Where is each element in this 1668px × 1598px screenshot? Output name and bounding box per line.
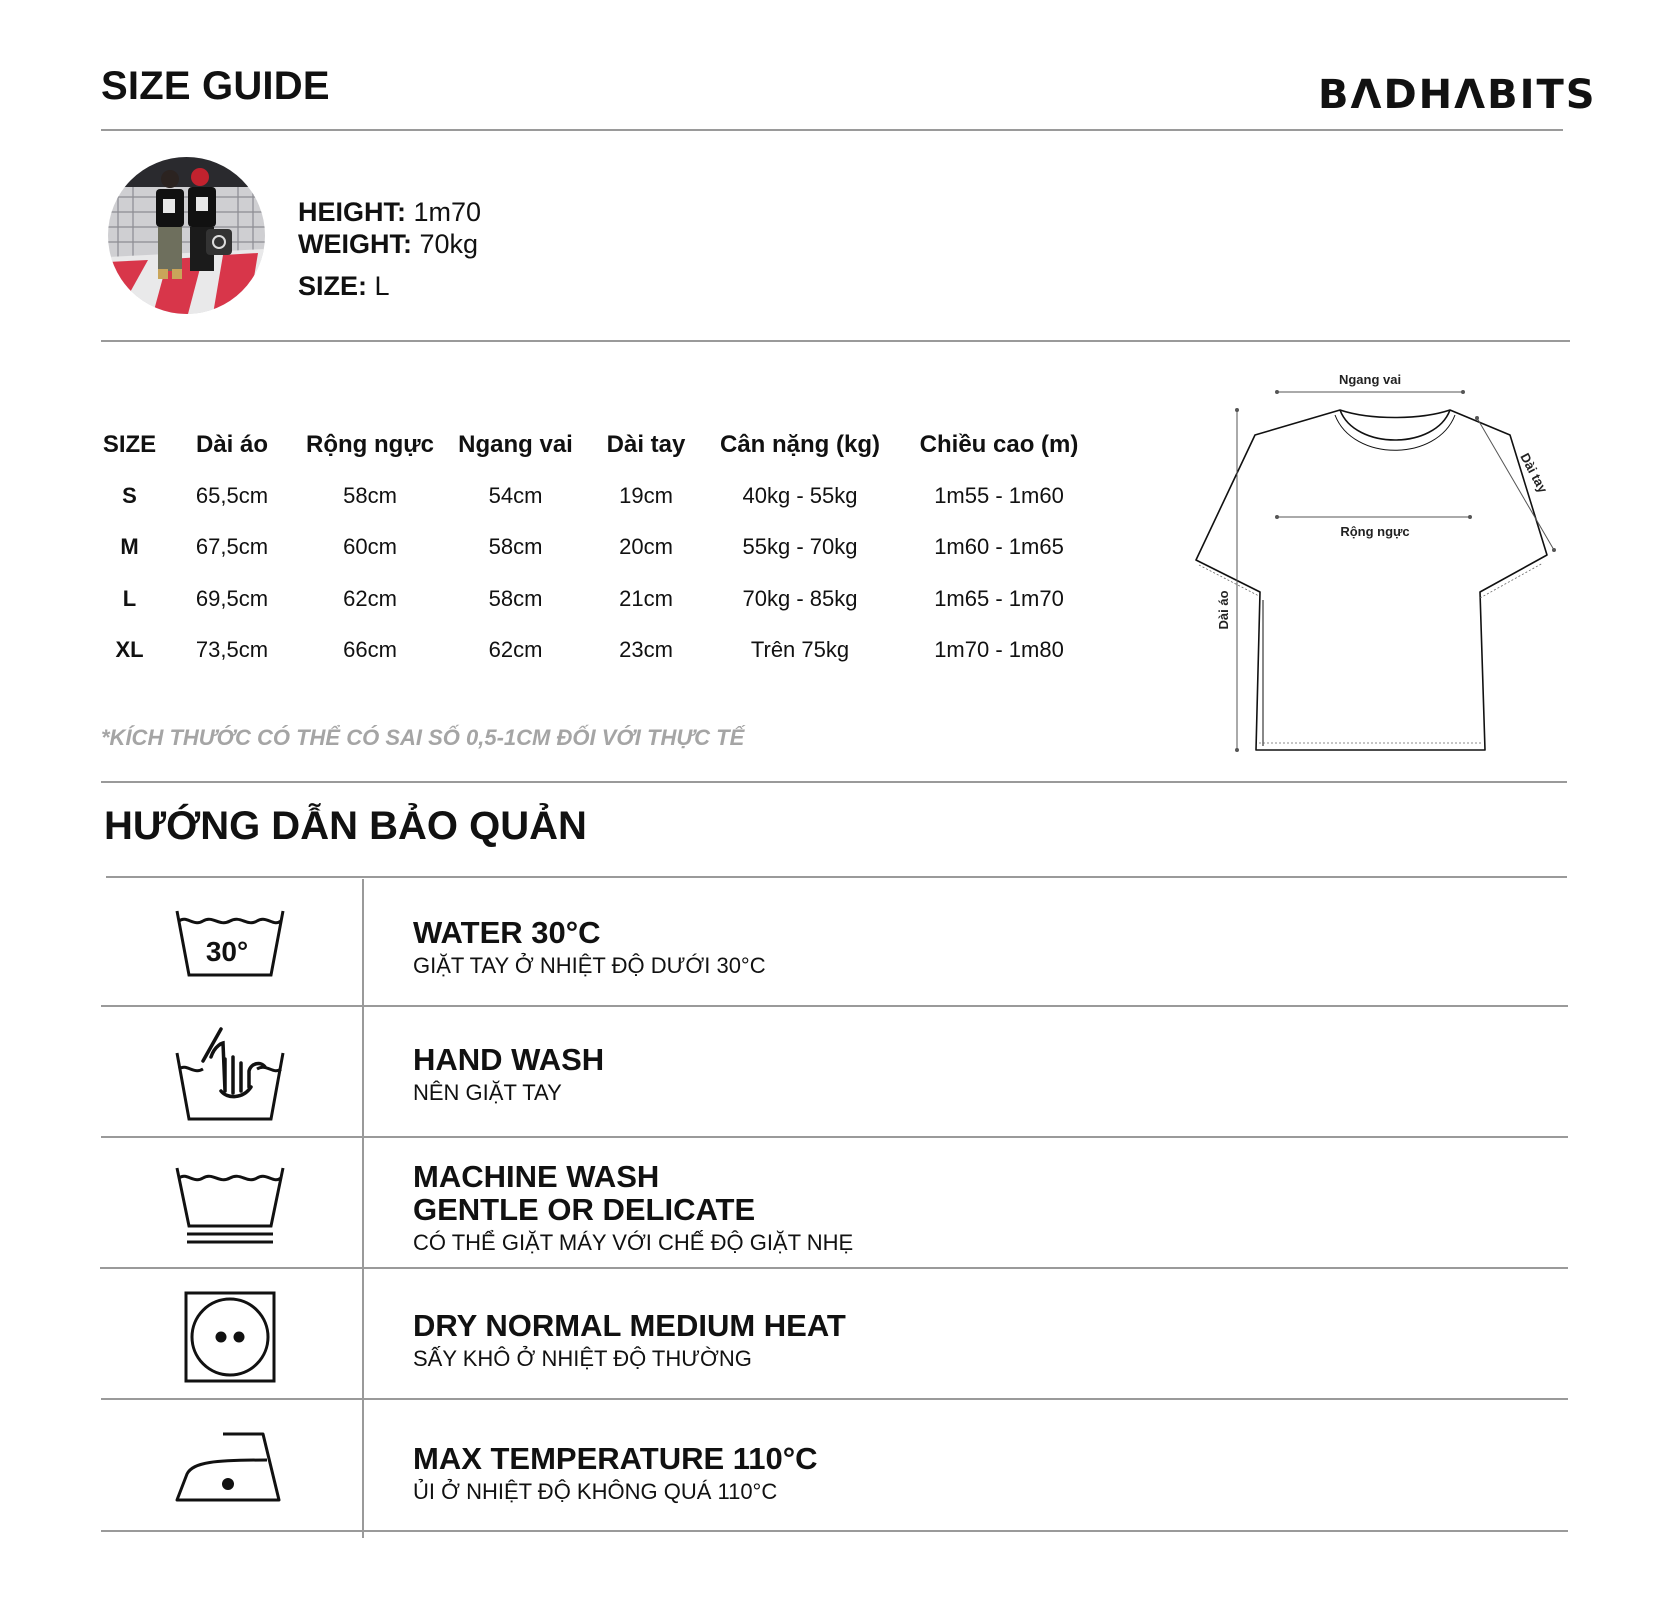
iron-low-icon	[155, 1402, 305, 1534]
care-item	[100, 1271, 1569, 1403]
care-item-subtitle: CÓ THỂ GIẶT MÁY VỚI CHẾ ĐỘ GIẶT NHẸ	[413, 1230, 854, 1255]
height-label: HEIGHT:	[298, 197, 406, 227]
table-cell: 1m65 - 1m70	[934, 585, 1064, 611]
care-item-subtitle: NÊN GIẶT TAY	[413, 1080, 562, 1105]
table-cell: 67,5cm	[195, 534, 269, 560]
size-label: SIZE:	[298, 271, 368, 301]
table-cell: 54cm	[488, 482, 543, 508]
model-photo	[108, 157, 265, 314]
table-cell: 70kg - 85kg	[742, 585, 858, 611]
machine-wash-gentle-icon	[155, 1140, 305, 1272]
care-item-title: MACHINE WASH	[413, 1159, 660, 1194]
size-value: L	[374, 271, 390, 301]
table-cell: M	[120, 534, 139, 560]
column-header: Chiều cao (m)	[919, 431, 1079, 458]
care-title: HƯỚNG DẪN BẢO QUẢN	[104, 804, 587, 848]
care-item	[100, 878, 1569, 1010]
table-row	[96, 470, 1098, 522]
wash-30-icon	[155, 878, 305, 1010]
table-cell: 1m70 - 1m80	[934, 637, 1064, 663]
care-item-subtitle: GIẶT TAY Ở NHIỆT ĐỘ DƯỚI 30°C	[413, 953, 766, 978]
column-header: Dài tay	[606, 431, 686, 458]
table-cell: 23cm	[619, 637, 673, 663]
column-header: Cân nặng (kg)	[720, 431, 880, 458]
care-item-title: WATER 30°C	[413, 915, 601, 950]
model-weight	[298, 228, 481, 260]
care-item-title: HAND WASH	[413, 1042, 605, 1077]
table-row	[96, 522, 1098, 574]
tumble-dry-medium-icon	[155, 1271, 305, 1403]
table-cell: 21cm	[619, 585, 673, 611]
divider	[101, 1136, 1568, 1138]
divider	[101, 340, 1570, 342]
wash-temp-text: 30°	[205, 936, 249, 967]
table-cell: 62cm	[343, 585, 397, 611]
table-cell: 55kg - 70kg	[742, 534, 858, 560]
size-table-header	[96, 420, 1098, 470]
table-cell: 66cm	[343, 637, 397, 663]
table-cell: 73,5cm	[195, 637, 269, 663]
table-row	[96, 573, 1098, 625]
care-item-subtitle: ỦI Ở NHIỆT ĐỘ KHÔNG QUÁ 110°C	[413, 1479, 778, 1504]
care-item-subtitle: SẤY KHÔ Ở NHIỆT ĐỘ THƯỜNG	[413, 1346, 752, 1371]
hand-wash-icon	[155, 1009, 305, 1141]
model-height	[298, 196, 481, 228]
table-cell: 65,5cm	[195, 482, 269, 508]
divider	[101, 129, 1563, 131]
sleeve-label: Dài tay	[1517, 450, 1551, 496]
care-item	[100, 1009, 1569, 1141]
care-item	[100, 1140, 1569, 1272]
column-header: SIZE	[102, 431, 157, 458]
tshirt-diagram	[1195, 360, 1575, 760]
size-table	[96, 420, 1098, 676]
table-cell: 58cm	[488, 585, 543, 611]
measurement-note: *KÍCH THƯỚC CÓ THỂ CÓ SAI SỐ 0,5-1CM ĐỐI VỚI THỰC TẾ	[101, 725, 745, 750]
chest-label: Rộng ngực	[1340, 524, 1410, 539]
weight-value: 70kg	[419, 229, 479, 259]
weight-label: WEIGHT:	[298, 229, 412, 259]
table-cell: 1m55 - 1m60	[934, 482, 1064, 508]
brand-logo: BΛDHΛBITS	[1318, 72, 1597, 118]
care-item-title: DRY NORMAL MEDIUM HEAT	[413, 1308, 846, 1343]
table-cell: 20cm	[619, 534, 673, 560]
divider	[101, 1530, 1568, 1532]
shoulder-label: Ngang vai	[1338, 372, 1402, 387]
divider	[101, 1398, 1568, 1400]
model-size	[298, 270, 481, 302]
table-cell: 40kg - 55kg	[742, 482, 858, 508]
divider	[100, 1267, 1568, 1269]
care-item	[100, 1402, 1569, 1534]
table-cell: L	[122, 585, 137, 611]
divider	[101, 1005, 1568, 1007]
model-info	[298, 196, 481, 302]
table-cell: 58cm	[488, 534, 543, 560]
column-header: Rộng ngực	[305, 431, 435, 458]
table-cell: 60cm	[343, 534, 397, 560]
divider	[101, 781, 1567, 783]
table-cell: 62cm	[488, 637, 543, 663]
length-label: Dài áo	[1216, 590, 1231, 630]
table-cell: XL	[115, 637, 144, 663]
height-value: 1m70	[413, 197, 482, 227]
table-cell: 19cm	[619, 482, 673, 508]
table-cell: 58cm	[343, 482, 397, 508]
column-header: Ngang vai	[458, 431, 573, 458]
table-cell: 1m60 - 1m65	[934, 534, 1064, 560]
table-cell: S	[122, 482, 137, 508]
column-header: Dài áo	[195, 431, 269, 458]
care-item-title: MAX TEMPERATURE 110°C	[413, 1441, 818, 1476]
care-item-title-2: GENTLE OR DELICATE	[413, 1192, 756, 1227]
table-cell: 69,5cm	[195, 585, 269, 611]
table-cell: Trên 75kg	[750, 637, 850, 663]
page-title: SIZE GUIDE	[101, 64, 330, 108]
table-row	[96, 625, 1098, 677]
